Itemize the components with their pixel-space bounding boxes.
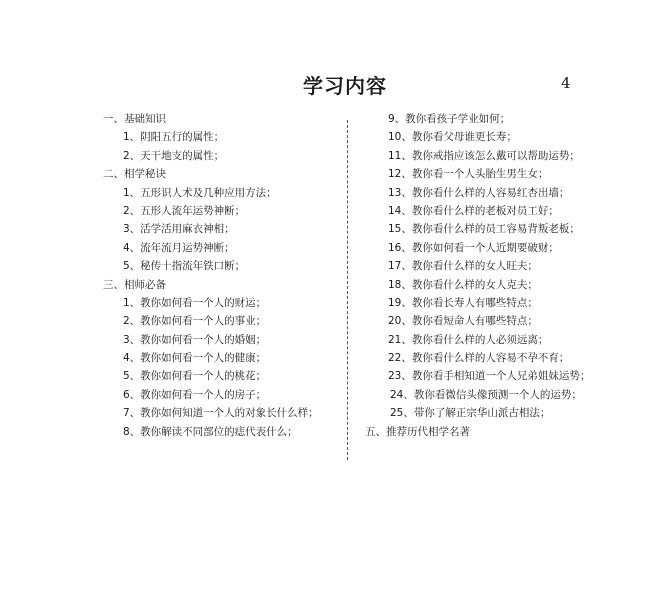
page-title: 学习内容 [303,74,387,98]
section-heading: 一、基础知识 [103,113,166,125]
list-item: 9、教你看孩子学业如何； [388,113,511,125]
list-item: 3、教你如何看一个人的婚姻； [123,333,267,346]
section-heading: 五、推荐历代相学名著 [365,425,470,438]
list-item: 5、教你如何看一个人的桃花； [123,370,267,383]
list-item: 1、阴阳五行的属性； [123,131,225,144]
list-item: 23、教你看手相知道一个人兄弟姐妹运势； [388,370,591,383]
list-item: 25、带你了解正宗华山派古相法； [390,407,551,420]
list-item: 10、教你看父母谁更长寿； [388,131,517,144]
list-item: 18、教你看什么样的女人克夫； [388,278,538,291]
list-item: 24、教你看微信头像预测一个人的运势； [390,388,582,401]
list-item: 1、五形识人术及几种应用方法； [123,186,277,199]
list-item: 17、教你看什么样的女人旺夫； [388,260,538,273]
left-column [103,110,343,441]
section-heading: 三、相师必备 [103,278,166,291]
column-divider [347,120,348,460]
list-item: 6、教你如何看一个人的房子； [123,388,267,401]
list-item: 11、教你戒指应该怎么戴可以帮助运势； [388,149,580,162]
list-item: 8、教你解读不同部位的痣代表什么； [123,425,298,438]
page-number: 4 [561,74,571,92]
list-item: 2、天干地支的属性； [123,149,225,162]
list-item: 15、教你看什么样的员工容易背叛老板； [388,223,580,236]
list-item: 20、教你看短命人有哪些特点； [388,315,538,328]
list-item: 4、教你如何看一个人的健康； [123,352,267,365]
list-item: 14、教你看什么样的老板对员工好； [388,204,559,217]
list-item: 21、教你看什么样的人必须远离； [388,333,549,346]
list-item: 13、教你看什么样的人容易红杏出墙； [388,186,570,199]
list-item: 3、活学活用麻衣神相； [123,223,235,236]
list-item: 19、教你看长寿人有哪些特点； [388,296,538,309]
section-heading: 二、相学秘诀 [103,168,166,181]
list-item: 22、教你看什么样的人容易不孕不育； [388,352,570,365]
list-item: 12、教你看一个人头胎生男生女； [388,168,549,181]
list-item: 1、教你如何看一个人的财运； [123,296,267,309]
list-item: 2、教你如何看一个人的事业； [123,315,267,328]
list-item: 2、五形人流年运势神断； [123,204,246,217]
list-item: 16、教你如何看一个人近期要破财； [388,241,559,254]
right-column [365,110,620,441]
list-item: 7、教你如何知道一个人的对象长什么样； [123,407,319,420]
list-item: 4、流年流月运势神断； [123,241,235,254]
list-item: 5、秘传十指流年铁口断； [123,260,246,273]
